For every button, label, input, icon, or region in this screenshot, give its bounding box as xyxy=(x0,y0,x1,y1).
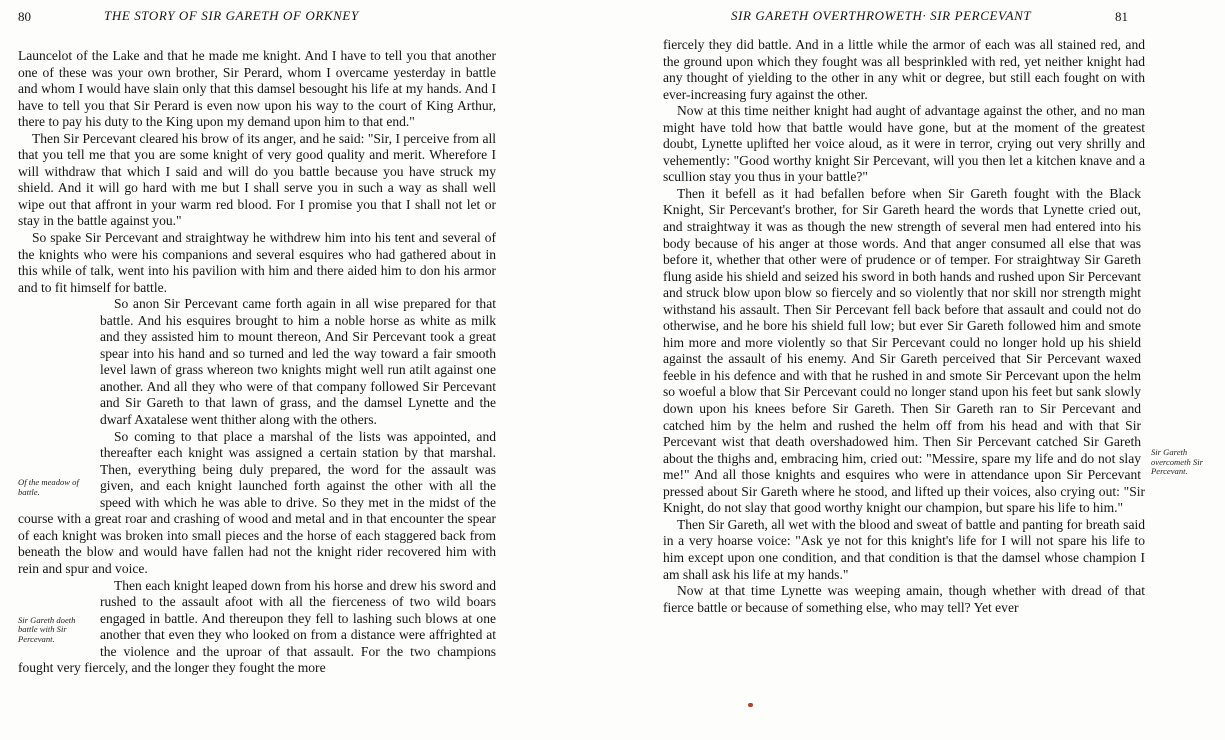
paragraph: Now at this time neither knight had aught of advantage against the other, and no man might have told how that battle would have gone, but at the moment of the greatest doubt, Lynette uplifted her voice aloud, as it were in terror, crying out very shrilly and vehemently: "Good worthy knight Sir Percevant, will you then let a kitchen knave and a scullion stay you thus in your battle?" xyxy=(663,103,1145,185)
paragraph: So anon Sir Percevant came forth again in all wise prepared for that battle. And his esquires brought to him a noble horse as white as milk and they assisted him to mount thereon, And Sir Percevant took a great spear into his hand and so turned and led the way toward a fair smooth level lawn of grass whereon two knights might well run atilt against one another. And all they who were of that company followed Sir Percevant and Sir Gareth to that lawn of grass, and the damsel Lynette and the dwarf Axatalese went thither along with the others. xyxy=(100,296,496,428)
right-page-number: 81 xyxy=(1115,9,1128,24)
sidenote-gareth-doeth-battle: Sir Gareth doeth battle with Sir Percevant. xyxy=(18,614,76,644)
paragraph: fiercely they did battle. And in a little while the armor of each was all stained red, and the ground upon which they fought was all besprinkled with red, yet neither knight had any thought of yielding to the other in any whit or degree, but still each fought on with ever-increasing fury against the other. xyxy=(663,37,1145,102)
right-running-title: SIR GARETH OVERTHROWETH· SIR PERCEVANT xyxy=(731,8,1032,23)
paragraph: So spake Sir Percevant and straightway he withdrew him into his tent and several of the knights who were his companions and several esquires who had gathered about in this while of talk, went into his pavilion with him and there aided him to don his armor and to fit himself for battle. xyxy=(18,230,496,295)
paragraph: Then Sir Gareth, all wet with the blood and sweat of battle and panting for breath said in a very hoarse voice: "Ask ye not for this knight's life for I will not spare his life to him except upon one condition, and that condition is that the damsel whose champion I am shall ask his life at my hands." xyxy=(663,516,1145,582)
paragraph: Then Sir Percevant cleared his brow of its anger, and he said: "Sir, I perceive from all that you tell me that you are some knight of very good quality and merit. Wherefore I will withdraw that which I said and will do you battle because you have struck my shield. And it will go hard with me but I shall serve you in such a way as shall well wipe out that affront in your warm red blood. For I promise you that I shall not let or stay in the battle against you." xyxy=(18,130,496,229)
paragraph: Now at that time Lynette was weeping amain, though whether with dread of that fierce battle or because of something else, who may tell? Yet ever xyxy=(663,583,1145,615)
left-running-title: THE STORY OF SIR GARETH OF ORKNEY xyxy=(104,8,359,23)
left-running-head xyxy=(0,8,580,30)
left-text-column xyxy=(18,48,496,677)
right-text-column xyxy=(663,37,1203,616)
paragraph: Then each knight leaped down from his horse and drew his sword and rushed to the assault afoot with all the fierceness of two wild boars engaged in battle. And thereupon they fell to lashing such blows at one another that even they who looked on from a distance were affrighted at the violence and the uproar of that assault. For the two champions fought very fiercely, and the longer they fought the more xyxy=(18,577,496,676)
paragraph: So coming to that place a marshal of the lists was appointed, and thereafter each knight was assigned a certain station by that marshal. Then, everything being duly prepared, the word for the assault was given, and each knight launched forth against the other with all the speed with which he was able to drive. So they met in the midst of the course with a great roar and crashing of wood and metal and in that encounter the spear of each knight was broken into small pieces and the horse of each staggered back from beneath the blow and would have fallen had not the knight rider recovered him with rein and spur and voice. xyxy=(18,428,496,576)
left-page-number: 80 xyxy=(18,9,31,24)
sidenote-meadow-of-battle: Of the meadow of battle. xyxy=(18,477,79,497)
paragraph: Then it befell as it had befallen before when Sir Gareth fought with the Black Knight, Sir Percevant's brother, for Sir Gareth heard the words that Lynette cried out, and straightway it was as though the new strength of several men had entered into his body because of his anger at those words. And that anger consumed all else that was before it, whether that other were of prudence or of temper. For straightway Sir Gareth flung aside his shield and seized his sword in both hands and rushed upon Sir Percevant and struck blow upon blow so fiercely and so violently that nor skill nor strength might withstand his assault. Then Sir Percevant fell back before that assault and could not do otherwise, and he bore his shield full low; but ever Sir Gareth followed him and smote him more and more violently so that Sir Percevant could no longer hold up his shield against the assault of his enemy. And Sir Gareth perceived that Sir Percevant waxed feeble in his defence and with that he rushed in and smote Sir Percevant upon the helm so woeful a blow that Sir Percevant could no longer stand upon his feet but sank slowly down upon his knees before Sir Gareth. Then Sir Gareth ran to Sir Percevant and catched him by the helm and rushed the helm off from his head and with that Sir Percevant wist that death overshadowed him. Then Sir Percevant catched Sir Gareth about the thighs and, embracing him, cried out: "Messire, spare my life and do not slay me!" And all those knights and esquires who were in attendance upon Sir Percevant pressed about Sir Gareth where he stood, and lifted up their voices, also crying out: "Sir Knight, do not slay that good worthy knight our champion, but spare his life to him." xyxy=(663,185,1145,516)
sidenote-gareth-overcometh: Sir Gareth overcometh Sir Percevant. xyxy=(1151,446,1203,477)
paragraph: Launcelot of the Lake and that he made me knight. And I have to tell you that another one of these was your own brother, Sir Perard, whom I overcame yesterday in battle and whom I would have slain only that this damsel besought his life at my hands. And I have to tell you that Sir Perard is even now upon his way to the court of King Arthur, there to pay his duty to the King upon my demand upon him to that end." xyxy=(18,48,496,130)
ink-spot xyxy=(748,703,753,707)
right-running-head xyxy=(585,8,1163,30)
